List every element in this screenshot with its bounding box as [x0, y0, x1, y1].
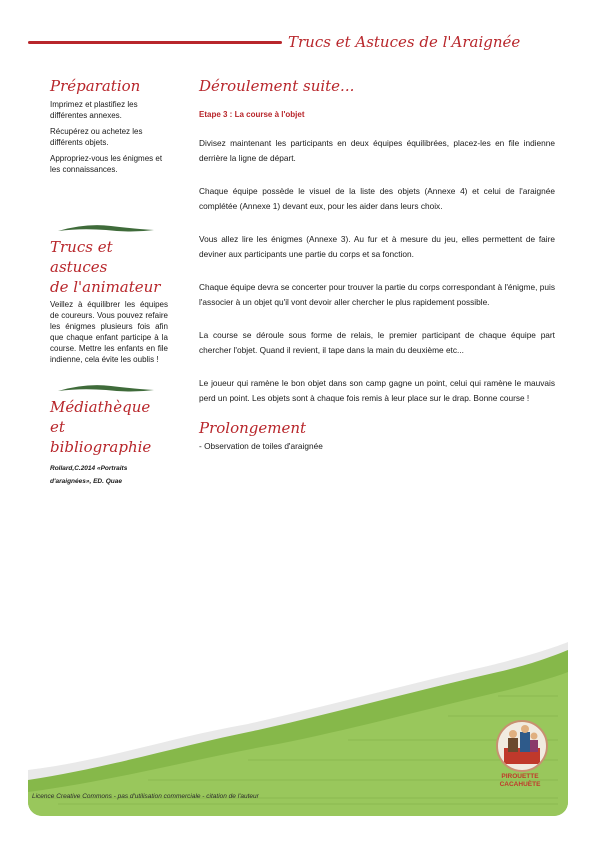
preparation-line-3: Appropriez-vous les énigmes et les connaissances. — [50, 154, 163, 174]
logo-text — [484, 773, 556, 789]
logo-illustration — [498, 722, 546, 770]
divider-swoosh — [56, 221, 156, 235]
bibliography-ref-line-2: d'araignées», ED. Quae — [50, 478, 122, 485]
media-heading-line-2: bibliographie — [50, 438, 152, 456]
header-rule — [28, 41, 282, 44]
logo-line-1: PIROUETTE — [501, 773, 539, 780]
preparation-line-2: Récupérez ou achetez les différents objets. — [50, 127, 143, 147]
sidebar — [50, 76, 168, 488]
paragraph: Divisez maintenant les participants en deux équipes équilibrées, placez-les en file indienne derrière la ligne de départ. — [199, 138, 555, 163]
divider-swoosh — [56, 381, 156, 395]
prolongement-item: - Observation de toiles d'araignée — [199, 441, 323, 451]
paragraph: Chaque équipe possède le visuel de la liste des objets (Annexe 4) et celui de l'araignée complétée (Annexe 1) devant eux, pour les aider dans leurs choix. — [199, 186, 555, 211]
page-title: Trucs et Astuces de l'Araignée — [288, 33, 521, 51]
prolongement-heading: Prolongement — [199, 419, 307, 437]
preparation-heading: Préparation — [50, 77, 141, 95]
preparation-line-1: Imprimez et plastifiez les différentes annexes. — [50, 100, 138, 120]
paragraph: Vous allez lire les énigmes (Annexe 3). Au fur et à mesure du jeu, elles permettent de faire deviner aux participants une partie du corps et sa fonction. — [199, 234, 555, 259]
bibliography-ref-line-1: Rollard,C.2014 «Portraits — [50, 465, 128, 472]
tips-heading-line-2: de l'animateur — [50, 278, 161, 296]
tips-text: Veillez à équilibrer les équipes de coureurs. Vous pouvez refaire les énigmes plusieurs fois afin que chaque enfant participe à la course. Mettre les enfants en file indienne, cela évite les oublis ! — [50, 300, 168, 364]
paragraph: Chaque équipe devra se concerter pour trouver la partie du corps correspondant à l'énigme, puis l'associer à un objet qu'il vont devoir aller chercher le plus rapidement possible. — [199, 282, 555, 307]
main-heading: Déroulement suite... — [199, 77, 355, 95]
media-heading-line-1: Médiathèque et — [50, 398, 151, 436]
main-content — [199, 76, 555, 454]
logo-line-2: CACAHUÈTE — [499, 781, 541, 788]
step-heading: Etape 3 : La course à l'objet — [199, 110, 305, 119]
tips-heading-line-1: Trucs et astuces — [50, 238, 113, 276]
paragraph: La course se déroule sous forme de relais, le premier participant de chaque équipe part chercher l'objet. Quand il revient, il tape dans la main du deuxième etc... — [199, 330, 555, 355]
paragraph: Le joueur qui ramène le bon objet dans son camp gagne un point, celui qui ramène le mauvais perd un point. Les objets sont à chaque fois remis à leur place sur le drap. Bonne course ! — [199, 378, 555, 403]
logo — [496, 720, 548, 772]
license-text: Licence Creative Commons - pas d'utilisation commerciale - citation de l'auteur — [32, 793, 259, 800]
